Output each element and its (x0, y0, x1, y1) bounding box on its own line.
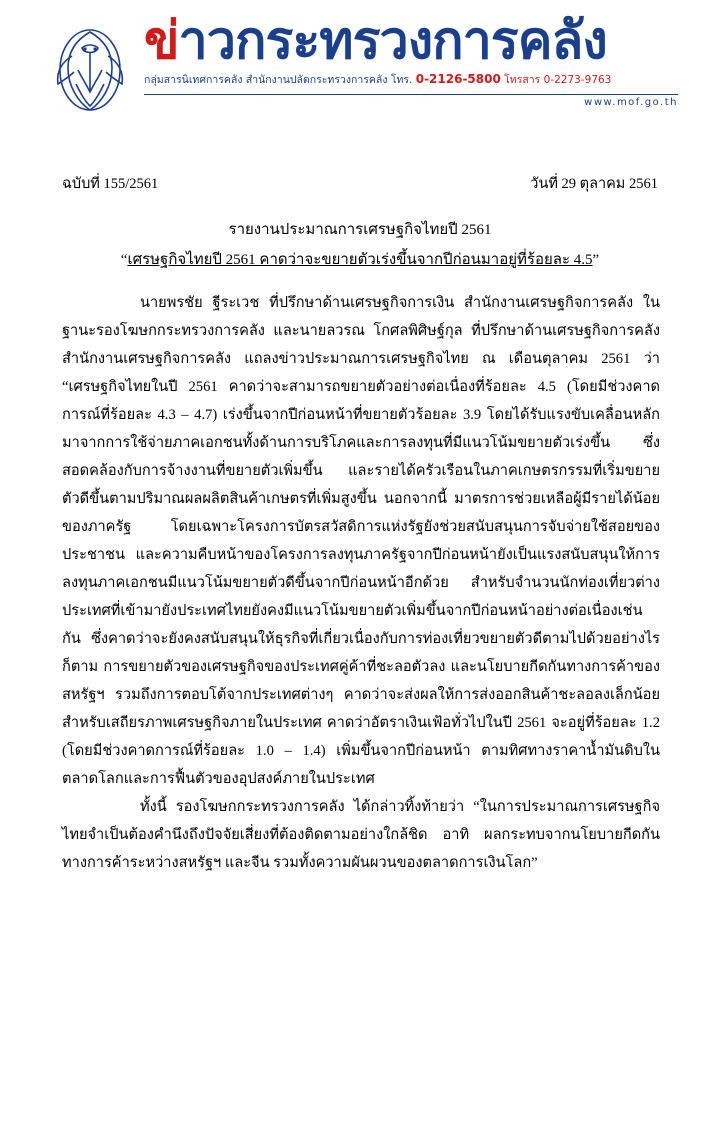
publication-logo-title (144, 11, 678, 71)
body-paragraph-1 (62, 289, 660, 793)
document-subtitle (0, 247, 720, 271)
logo-title-accent: ข (144, 11, 179, 71)
masthead-divider (144, 94, 678, 95)
masthead-fax: โทรสาร 0-2273-9763 (504, 73, 612, 86)
document-title: รายงานประมาณการเศรษฐกิจไทยปี 2561 (228, 222, 492, 238)
logo-title-rest: ่าวกระทรวงการคลัง (178, 11, 607, 71)
body-paragraph-2-text: ทั้งนี้ รองโฆษกกระทรวงการคลัง ได้กล่าวทิ้งท้ายว่า “ในการประมาณการเศรษฐกิจไทยจำเป็นต้องคำนึงถึงปัจจัยเสี่ยงที่ต้องติดตามอย่างใกล้ชิด อาทิ ผลกระทบจากนโยบายกีดกันทางการค้าระหว่างสหรัฐฯ และจีน รวมทั้งความผันผวนของตลาดการเงินโลก” (62, 799, 660, 872)
body-paragraph-1-text: นายพรชัย ฐีระเวช ที่ปรึกษาด้านเศรษฐกิจการเงิน สำนักงานเศรษฐกิจการคลัง ในฐานะรองโฆษกกระทรวงการคลัง และนายลวรณ โกศลพิศิษฐ์กุล ที่ปรึกษาด้านเศรษฐกิจการคลัง สำนักงานเศรษฐกิจการคลัง แถลงข่าวประมาณการเศรษฐกิจไทย ณ เดือนตุลาคม 2561 ว่า “เศรษฐกิจไทยในปี 2561 คาดว่าจะสามารถขยายตัวอย่างต่อเนื่องที่ร้อยละ 4.5 (โดยมีช่วงคาดการณ์ที่ร้อยละ 4.3 – 4.7) เร่งขึ้นจากปีก่อนหน้าที่ขยายตัวร้อยละ 3.9 โดยได้รับแรงขับเคลื่อนหลักมาจากการใช้จ่ายภาคเอกชนทั้งด้านการบริโภคและการลงทุนที่มีแนวโน้มขยายตัวเร่งขึ้น ซึ่งสอดคล้องกับการจ้างงานที่ขยายตัวเพิ่มขึ้น และรายได้ครัวเรือนในภาคเกษตรกรรมที่เริ่มขยายตัวดีขึ้นตามปริมาณผลผลิตสินค้าเกษตรที่เพิ่มสูงขึ้น นอกจากนี้ มาตรการช่วยเหลือผู้มีรายได้น้อยของภาครัฐ โดยเฉพาะโครงการบัตรสวัสดิการแห่งรัฐยังช่วยสนับสนุนการจับจ่ายใช้สอยของประชาชน และความคืบหน้าของโครงการลงทุนภาครัฐจากปีก่อนหน้ายังเป็นแรงสนับสนุนให้การลงทุนภาคเอกชนมีแนวโน้มขยายตัวดีขึ้นจากปีก่อนหน้าอีกด้วย สำหรับจำนวนนักท่องเที่ยวต่างประเทศที่เข้ามายังประเทศไทยยังคงมีแนวโน้มขยายตัวเพิ่มขึ้นจากปีก่อนหน้าอย่างต่อเนื่องเช่นกัน ซึ่งคาดว่าจะยังคงสนับสนุนให้ธุรกิจที่เกี่ยวเนื่องกับการท่องเที่ยวขยายตัวดีตามไปด้วยอย่างไรก็ตาม การขยายตัวของเศรษฐกิจของประเทศคู่ค้าที่ชะลอตัวลง และนโยบายกีดกันทางการค้าของสหรัฐฯ รวมถึงการตอบโต้จากประเทศต่างๆ คาดว่าจะส่งผลให้การส่งออกสินค้าชะลอลงเล็กน้อย สำหรับเสถียรภาพเศรษฐกิจภายในประเทศ คาดว่าอัตราเงินเฟ้อทั่วไปในปี 2561 จะอยู่ที่ร้อยละ 1.2 (โดยมีช่วงคาดการณ์ที่ร้อยละ 1.0 – 1.4) เพิ่มขึ้นจากปีก่อนหน้า ตามทิศทางราคาน้ำมันดิบในตลาดโลกและการฟื้นตัวของอุปสงค์ภายในประเทศ (62, 295, 660, 788)
masthead (0, 0, 720, 150)
document-body (0, 289, 720, 877)
masthead-telephone: 0-2126-5800 (415, 71, 501, 86)
masthead-subline (144, 71, 678, 88)
masthead-subline-text: กลุ่มสารนิเทศการคลัง สำนักงานปลัดกระทรวงการคลัง โทร. (144, 73, 413, 86)
document-meta-row (0, 150, 720, 195)
subtitle-quote-close: ” (592, 252, 600, 268)
masthead-website: www.mof.go.th (584, 96, 678, 108)
subtitle-quote-open: “ (120, 252, 128, 268)
issue-number: ฉบับที่ 155/2561 (62, 176, 159, 192)
publish-date: วันที่ 29 ตุลาคม 2561 (530, 176, 658, 192)
garuda-emblem-icon (42, 22, 138, 118)
subtitle-headline: เศรษฐกิจไทยปี 2561 คาดว่าจะขยายตัวเร่งขึ้นจากปีก่อนมาอยู่ที่ร้อยละ 4.5 (127, 252, 593, 268)
body-paragraph-2 (62, 793, 660, 877)
